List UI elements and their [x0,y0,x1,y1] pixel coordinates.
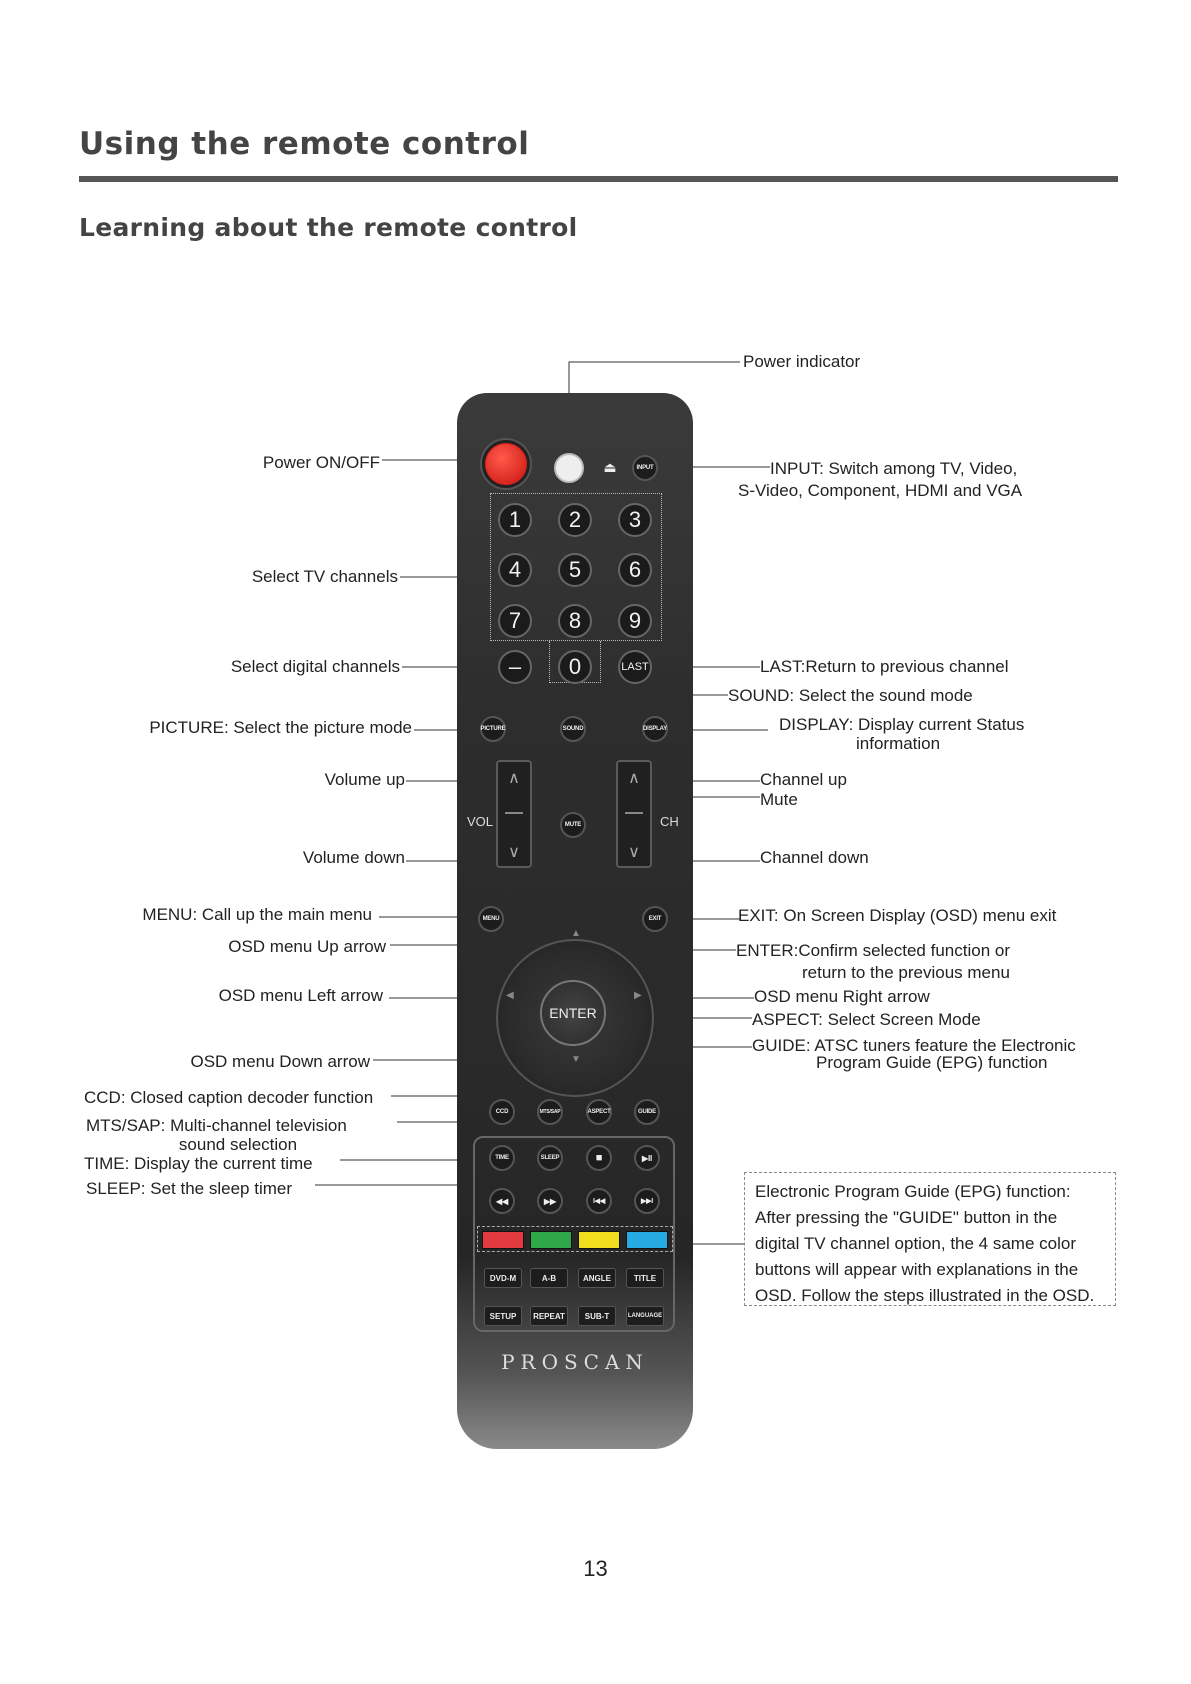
arrow-down-icon[interactable]: ▼ [571,1054,581,1065]
label-menu: MENU: Call up the main menu [142,905,372,924]
digit-7-button[interactable]: 7 [498,604,532,638]
play-pause-icon: ▶II [642,1153,652,1163]
dvd-menu-button[interactable]: DVD-M [484,1268,522,1288]
stop-button[interactable] [586,1145,612,1171]
label-display-line2: information [856,734,941,753]
label-mts-line1: MTS/SAP: Multi-channel television [86,1116,347,1135]
digit-6-button[interactable]: 6 [618,553,652,587]
repeat-button[interactable]: REPEAT [530,1306,568,1326]
label-sleep: SLEEP: Set the sleep timer [86,1179,292,1198]
red-button[interactable] [482,1231,524,1249]
label-mute: Mute [760,790,798,809]
subtitle-button[interactable]: SUB-T [578,1306,616,1326]
volume-down-icon[interactable]: ∨ [508,844,520,861]
channel-rocker[interactable] [616,760,652,868]
digit-4-button[interactable]: 4 [498,553,532,587]
angle-button[interactable]: ANGLE [578,1268,616,1288]
label-volume-down: Volume down [302,848,405,867]
guide-button[interactable]: GUIDE [634,1099,660,1125]
language-button[interactable]: LANGUAGE [626,1306,664,1326]
label-last: LAST:Return to previous channel [760,657,1009,676]
a-b-button[interactable]: A-B [530,1268,568,1288]
ch-label: CH [660,814,679,829]
previous-icon: I◀◀ [592,1198,606,1205]
power-icon [486,444,526,484]
epg-note-line: After pressing the "GUIDE" button in the [755,1208,1058,1227]
sound-button[interactable]: SOUND [560,716,586,742]
time-button[interactable]: TIME [489,1145,515,1171]
label-guide-line2: Program Guide (EPG) function [816,1053,1048,1072]
arrow-left-icon[interactable]: ◀ [506,990,514,1001]
enter-button[interactable]: ENTER [540,980,606,1046]
label-time: TIME: Display the current time [84,1154,313,1173]
mts-sap-button[interactable]: MTS/SAP [537,1099,563,1125]
brand-logo: PROSCAN [501,1350,649,1374]
last-button[interactable]: LAST [618,650,652,684]
digit-3-button[interactable]: 3 [618,503,652,537]
epg-note-line: Electronic Program Guide (EPG) function: [755,1182,1071,1201]
power-button[interactable] [482,440,530,488]
power-indicator-light [554,453,584,483]
label-osd-right: OSD menu Right arrow [754,987,930,1006]
label-osd-left: OSD menu Left arrow [218,986,383,1005]
ccd-button[interactable]: CCD [489,1099,515,1125]
digit-9-button[interactable]: 9 [618,604,652,638]
label-picture: PICTURE: Select the picture mode [149,718,412,737]
label-mts-line2: sound selection [178,1135,298,1154]
digit-1-button[interactable]: 1 [498,503,532,537]
epg-note-line: OSD. Follow the steps illustrated in the OSD. [755,1286,1095,1305]
channel-divider [625,812,643,814]
page-number: 13 [583,1556,608,1581]
digit-0-button[interactable]: 0 [558,650,592,684]
digit-5-button[interactable]: 5 [558,553,592,587]
dash-button[interactable]: – [498,650,532,684]
label-power-onoff: Power ON/OFF [262,453,380,472]
next-icon: ▶▶I [640,1198,654,1205]
label-sound: SOUND: Select the sound mode [728,686,973,705]
yellow-button[interactable] [578,1231,620,1249]
label-enter-line2: return to the previous menu [802,963,1010,982]
label-ccd: CCD: Closed caption decoder function [84,1088,374,1107]
epg-note [744,1172,1116,1306]
aspect-button[interactable]: ASPECT [586,1099,612,1125]
section-title: Learning about the remote control [79,213,578,242]
eject-icon: ⏏ [603,458,617,475]
label-select-tv-channels: Select TV channels [251,567,398,586]
channel-up-icon[interactable]: ∧ [628,770,640,787]
vol-label: VOL [467,814,494,829]
title-button[interactable]: TITLE [626,1268,664,1288]
volume-rocker[interactable] [496,760,532,868]
menu-button[interactable]: MENU [478,906,504,932]
label-channel-up: Channel up [760,770,847,789]
epg-note-line: digital TV channel option, the 4 same color [755,1234,1076,1253]
blue-button[interactable] [626,1231,668,1249]
channel-down-icon[interactable]: ∨ [628,844,640,861]
fast-forward-icon: ▶▶ [544,1196,556,1206]
rewind-button[interactable] [489,1188,515,1214]
volume-up-icon[interactable]: ∧ [508,770,520,787]
label-volume-up: Volume up [324,770,405,789]
epg-note-line: buttons will appear with explanations in the [755,1260,1079,1279]
label-input-line2: S-Video, Component, HDMI and VGA [738,481,1023,500]
eject-button[interactable] [598,455,622,479]
input-button[interactable]: INPUT [632,455,658,481]
label-guide-line1: GUIDE: ATSC tuners feature the Electronic [752,1036,1076,1055]
label-osd-down: OSD menu Down arrow [190,1052,370,1071]
display-button[interactable]: DISPLAY [642,716,668,742]
green-button[interactable] [530,1231,572,1249]
label-exit: EXIT: On Screen Display (OSD) menu exit [738,906,1057,925]
rewind-icon: ◀◀ [496,1196,508,1206]
arrow-right-icon[interactable]: ▶ [634,990,642,1001]
volume-divider [505,812,523,814]
label-power-indicator: Power indicator [743,352,861,371]
digit-8-button[interactable]: 8 [558,604,592,638]
label-channel-down: Channel down [760,848,869,867]
setup-button[interactable]: SETUP [484,1306,522,1326]
sleep-button[interactable]: SLEEP [537,1145,563,1171]
fast-forward-button[interactable] [537,1188,563,1214]
label-select-digital-channels: Select digital channels [230,657,400,676]
exit-button[interactable]: EXIT [642,906,668,932]
arrow-up-icon[interactable]: ▲ [571,928,581,939]
mute-button[interactable]: MUTE [560,812,586,838]
digit-2-button[interactable]: 2 [558,503,592,537]
previous-button[interactable] [586,1188,612,1214]
label-aspect: ASPECT: Select Screen Mode [752,1010,981,1029]
play-pause-button[interactable] [634,1145,660,1171]
picture-button[interactable]: PICTURE [480,716,506,742]
next-button[interactable] [634,1188,660,1214]
label-osd-up: OSD menu Up arrow [228,937,386,956]
label-input-line1: INPUT: Switch among TV, Video, [770,459,1018,478]
page-title: Using the remote control [79,126,530,162]
stop-icon: ■ [595,1152,603,1164]
label-enter-line1: ENTER:Confirm selected function or [736,941,1010,960]
label-display-line1: DISPLAY: Display current Status [779,715,1025,734]
